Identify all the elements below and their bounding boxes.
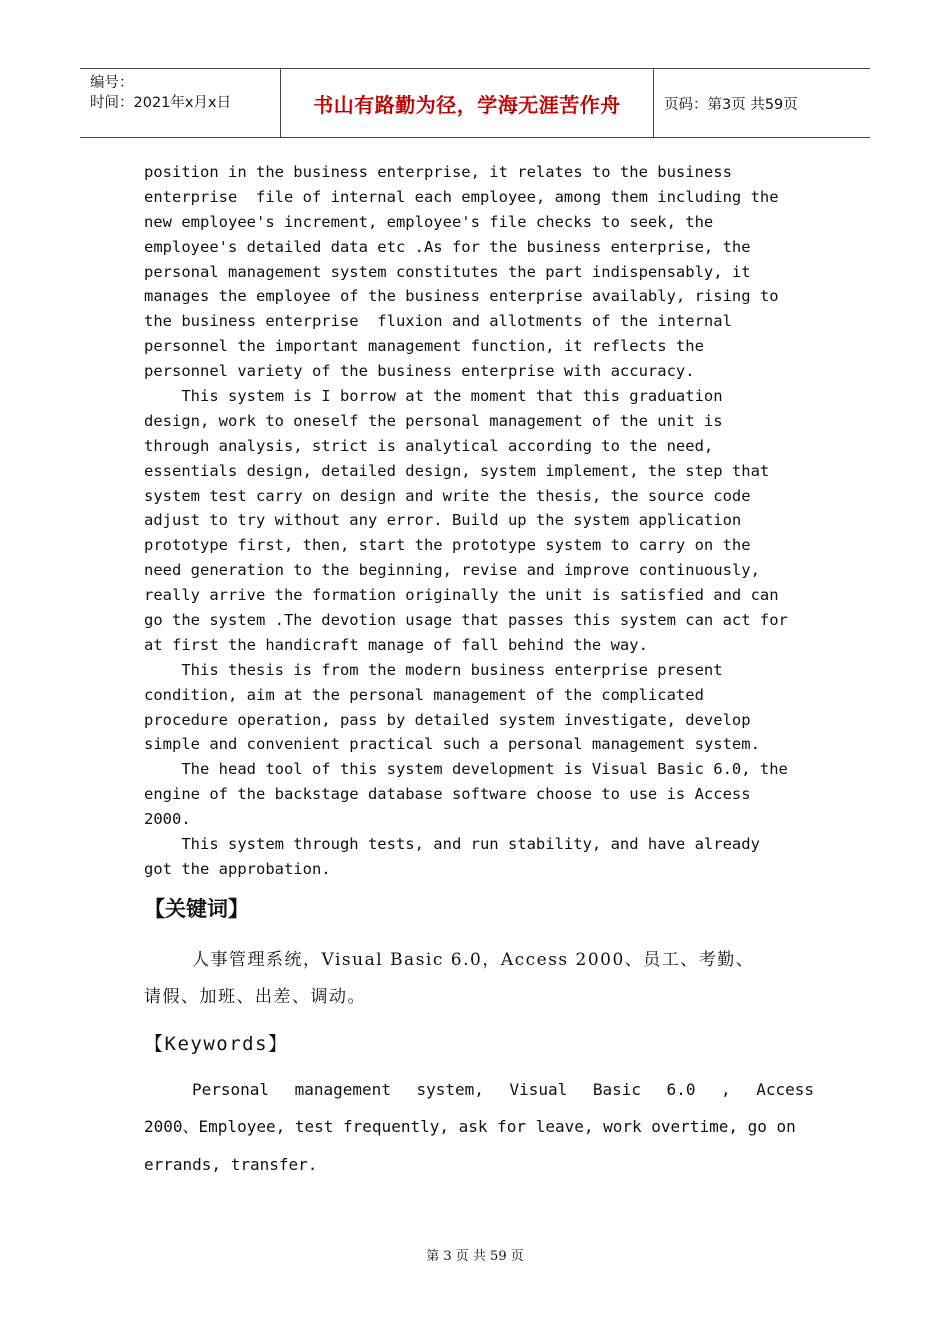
abstract-line: through analysis, strict is analytical according to the need,	[144, 436, 714, 455]
header-motto-cell	[281, 69, 654, 137]
abstract-line: really arrive the formation originally the unit is satisfied and can	[144, 586, 779, 605]
abstract-line: position in the business enterprise, it relates to the business	[144, 163, 732, 181]
abstract-line: The head tool of this system development is Visual Basic 6.0, the	[144, 760, 788, 779]
page-footer: 第 3 页 共 59 页	[426, 1249, 524, 1264]
abstract-line: prototype first, then, start the prototype system to carry on the	[144, 536, 751, 555]
abstract-line: simple and convenient practical such a personal management system.	[144, 735, 760, 754]
keywords-cn-line: 人事管理系统，Visual Basic 6.0，Access 2000、员工、考勤、	[192, 949, 755, 970]
abstract-line: new employee's increment, employee's file checks to seek, the	[144, 212, 714, 231]
abstract-line: design, work to oneself the personal management of the unit is	[144, 411, 723, 430]
abstract-line: employee's detailed data etc .As for the business enterprise, the	[144, 237, 751, 256]
abstract-line: the business enterprise fluxion and allotments of the internal	[144, 312, 732, 331]
abstract-line: personnel the important management function, it reflects the	[144, 337, 704, 356]
abstract-line: personal management system constitutes the part indispensably, it	[144, 262, 751, 281]
page-content	[144, 160, 814, 1183]
keywords-en-line: 2000、Employee, test frequently, ask for leave, work overtime, go on	[144, 1117, 796, 1137]
keywords-en-line: Personal management system, Visual Basic 6.0 , Access	[192, 1079, 814, 1099]
document-date-label: 时间：2021年x月x日	[90, 95, 232, 111]
keywords-cn-line: 请假、加班、出差、调动。	[144, 987, 366, 1008]
abstract-line: enterprise file of internal each employee, among them including the	[144, 187, 779, 206]
abstract-line: manages the employee of the business enterprise availably, rising to	[144, 287, 779, 306]
abstract-line: go the system .The devotion usage that passes this system can act for	[144, 611, 788, 630]
header-meta	[80, 69, 281, 137]
abstract-line: essentials design, detailed design, system implement, the step that	[144, 461, 770, 480]
keywords-en-heading: 【Keywords】	[144, 1032, 289, 1055]
abstract-line: This system is I borrow at the moment that this graduation	[144, 387, 723, 406]
abstract-line: This system through tests, and run stability, and have already	[144, 835, 760, 854]
abstract-line: personnel variety of the business enterprise with accuracy.	[144, 362, 695, 381]
document-number-label: 编号：	[90, 75, 134, 91]
abstract-line: system test carry on design and write the thesis, the source code	[144, 486, 751, 505]
keywords-en-line: errands, transfer.	[144, 1154, 318, 1174]
header-page-info: 页码：第3页 共59页	[664, 96, 798, 113]
abstract-line: condition, aim at the personal management of the complicated	[144, 685, 704, 704]
abstract-line: got the approbation.	[144, 859, 331, 878]
header-motto: 书山有路勤为径，学海无涯苦作舟	[313, 92, 621, 117]
abstract-line: This thesis is from the modern business enterprise present	[144, 660, 723, 679]
abstract-body	[144, 160, 814, 882]
abstract-line: engine of the backstage database software choose to use is Access	[144, 785, 751, 804]
abstract-line: adjust to try without any error. Build up the system application	[144, 511, 742, 530]
abstract-line: procedure operation, pass by detailed system investigate, develop	[144, 710, 751, 729]
abstract-line: 2000.	[144, 810, 191, 829]
page-header	[80, 68, 870, 138]
abstract-line: need generation to the beginning, revise and improve continuously,	[144, 561, 760, 580]
keywords-cn-heading: 【关键词】	[144, 896, 249, 921]
abstract-line: at first the handicraft manage of fall behind the way.	[144, 635, 648, 654]
